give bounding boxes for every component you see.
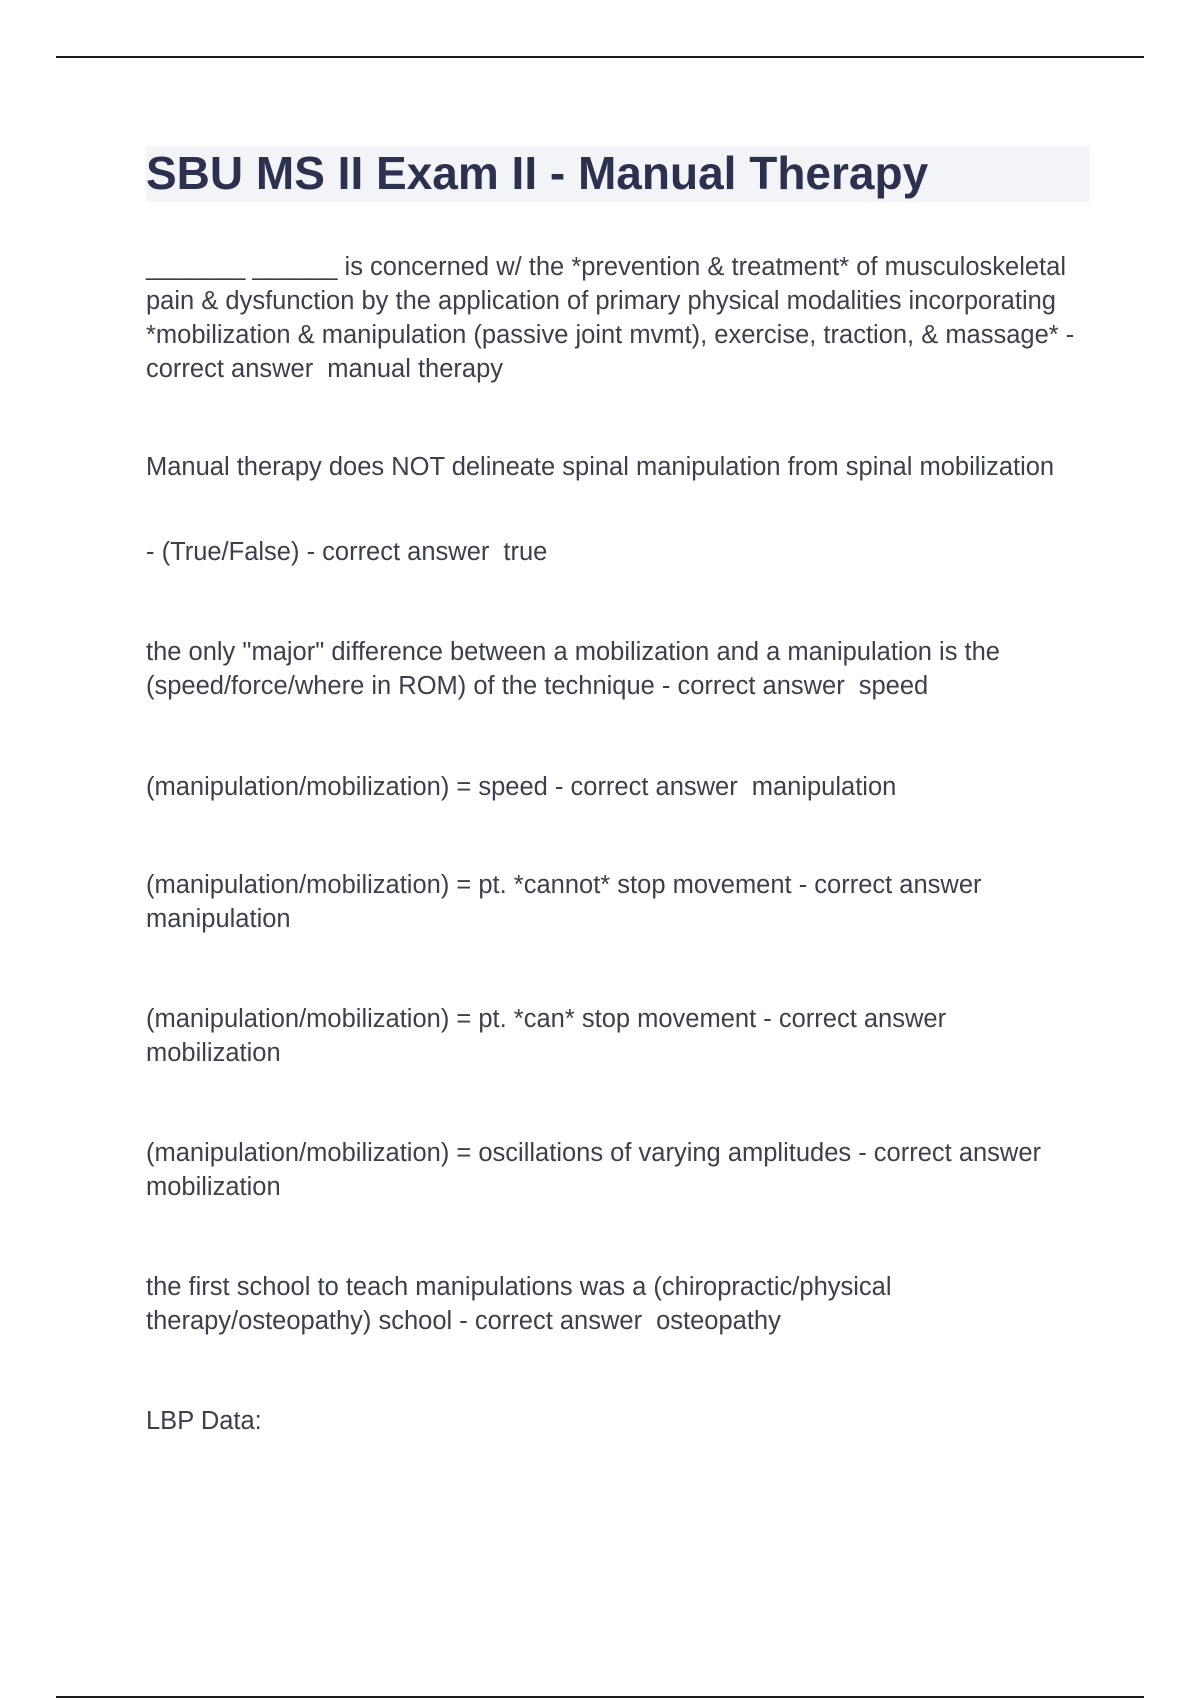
answer-text: mobilization xyxy=(146,1173,281,1201)
answer-text: speed xyxy=(858,672,929,700)
qa-item xyxy=(146,1136,1076,1204)
question-text: the only "major" difference between a mobilization and a manipulation is the (speed/force/where in ROM) of the technique - correct answer xyxy=(146,638,1000,700)
qa-item xyxy=(146,635,1076,703)
qa-item xyxy=(146,770,1076,804)
qa-item xyxy=(146,450,1076,484)
question-text: (manipulation/mobilization) = speed - correct answer xyxy=(146,773,738,801)
question-text: LBP Data: xyxy=(146,1407,262,1435)
qa-item xyxy=(146,250,1076,386)
qa-item xyxy=(146,1270,1076,1338)
answer-text: manipulation xyxy=(751,773,897,801)
qa-item xyxy=(146,1002,1076,1070)
answer-text: manipulation xyxy=(146,905,291,933)
answer-text: true xyxy=(503,538,548,566)
top-rule xyxy=(56,56,1144,58)
question-text: (manipulation/mobilization) = pt. *can* stop movement - correct answer xyxy=(146,1005,947,1033)
qa-item xyxy=(146,868,1076,936)
answer-text: manual therapy xyxy=(327,355,504,383)
question-text: (manipulation/mobilization) = oscillations of varying amplitudes - correct answer xyxy=(146,1139,1042,1167)
question-text: Manual therapy does NOT delineate spinal manipulation from spinal mobilization xyxy=(146,453,1055,481)
answer-text: mobilization xyxy=(146,1039,281,1067)
section-heading xyxy=(146,1404,1076,1438)
answer-text: osteopathy xyxy=(656,1307,781,1335)
question-text: the first school to teach manipulations was a (chiropractic/physical therapy/osteopathy) school - correct answer xyxy=(146,1273,892,1335)
page-title: SBU MS II Exam II - Manual Therapy xyxy=(146,147,929,199)
question-text: _______ ______ is concerned w/ the *prevention & treatment* of musculoskeletal pain & dysfunction by the application of primary physical modalities incorporating *mobilization & manipulation (passive joint mvmt), exercise, traction, & massage* - correct answer xyxy=(146,253,1075,383)
question-text: - (True/False) - correct answer xyxy=(146,538,490,566)
qa-item-continuation xyxy=(146,535,1076,569)
bottom-rule xyxy=(56,1696,1144,1698)
question-text: (manipulation/mobilization) = pt. *cannot* stop movement - correct answer xyxy=(146,871,982,899)
